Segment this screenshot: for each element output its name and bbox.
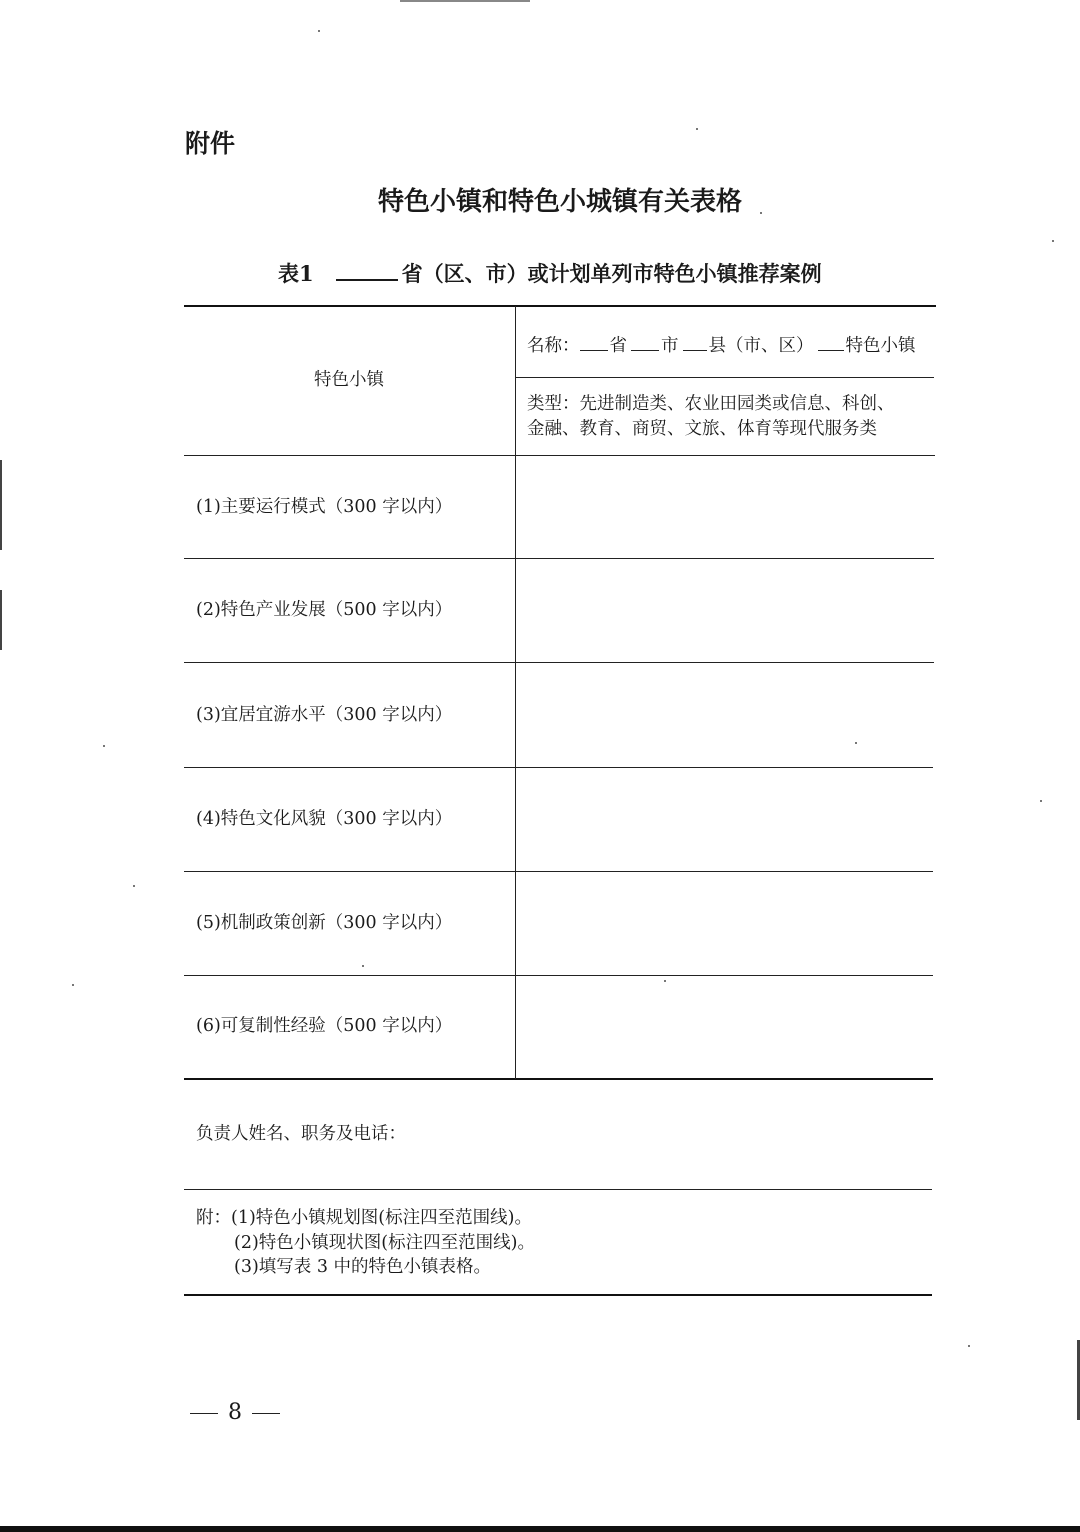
row-value-cultural-style[interactable] xyxy=(528,811,923,831)
row-label-livability: (3)宜居宜游水平（300 字以内） xyxy=(196,705,453,725)
scan-speck xyxy=(696,128,698,130)
row-value-replicable-experience[interactable] xyxy=(528,1018,923,1038)
page-title: 特色小镇和特色小城镇有关表格 xyxy=(377,187,742,217)
row-label-replicable-experience: (6)可复制性经验（500 字以内） xyxy=(196,1016,453,1036)
province-blank xyxy=(336,261,398,281)
attachment-item: 附：(1)特色小镇规划图(标注四至范围线)。 xyxy=(196,1208,532,1228)
scan-speck xyxy=(133,885,135,887)
header-name-row: 名称： 省 市 县（市、区） 特色小镇 xyxy=(527,336,916,356)
scan-speck xyxy=(1040,800,1042,802)
scan-speck xyxy=(1052,240,1054,242)
table-top-border xyxy=(184,305,936,307)
row-label-cultural-style: (4)特色文化风貌（300 字以内） xyxy=(196,809,453,829)
scan-speck xyxy=(362,965,364,967)
page-number-dash-left xyxy=(190,1413,218,1414)
scan-speck xyxy=(318,30,320,32)
row-divider xyxy=(184,455,935,456)
page-number-dash-right xyxy=(252,1413,280,1414)
attachments-block xyxy=(196,1206,535,1280)
table-title-prefix: 表1 xyxy=(278,261,314,286)
row-divider xyxy=(184,975,933,976)
header-divider-right xyxy=(516,377,934,378)
row-value-operation-mode[interactable] xyxy=(528,499,923,519)
row-divider xyxy=(184,871,933,872)
contact-label: 负责人姓名、职务及电话： xyxy=(196,1124,406,1144)
row-divider xyxy=(184,767,933,768)
header-type-line1: 类型：先进制造类、农业田园类或信息、科创、 xyxy=(527,394,895,414)
row-divider xyxy=(184,662,934,663)
row-value-livability[interactable] xyxy=(528,707,923,727)
scan-speck xyxy=(968,1345,970,1347)
scan-edge-top xyxy=(400,0,530,2)
column-divider xyxy=(515,306,516,1079)
table-bottom-border xyxy=(184,1294,932,1296)
scan-speck xyxy=(103,745,105,747)
row-value-industry-development[interactable] xyxy=(528,602,923,622)
header-type-line2: 金融、教育、商贸、文旅、体育等现代服务类 xyxy=(527,419,877,439)
scan-speck xyxy=(855,742,857,744)
annex-label: 附件 xyxy=(185,129,236,158)
scan-speck xyxy=(72,984,74,986)
page-number: 8 xyxy=(180,1400,290,1425)
table-title xyxy=(278,258,822,288)
row-label-policy-innovation: (5)机制政策创新（300 字以内） xyxy=(196,913,453,933)
blank-town xyxy=(818,335,844,351)
row-label-operation-mode: (1)主要运行模式（300 字以内） xyxy=(196,497,453,517)
attachment-item: (2)特色小镇现状图(标注四至范围线)。 xyxy=(234,1232,535,1253)
attachments-prefix: 附： xyxy=(196,1208,231,1228)
row-value-policy-innovation[interactable] xyxy=(528,915,923,935)
scan-edge-bottom xyxy=(0,1526,1080,1532)
scan-edge-left-2 xyxy=(0,590,2,650)
row-label-industry-development: (2)特色产业发展（500 字以内） xyxy=(196,600,453,620)
table-title-suffix: 省（区、市）或计划单列市特色小镇推荐案例 xyxy=(401,261,822,286)
header-left-label: 特色小镇 xyxy=(314,370,384,390)
blank-city xyxy=(631,335,659,351)
scan-edge-left xyxy=(0,460,2,550)
attachment-item: (3)填写表 3 中的特色小镇表格。 xyxy=(234,1257,492,1277)
scan-speck xyxy=(664,980,666,982)
contact-bottom-border xyxy=(184,1189,932,1190)
blank-province xyxy=(580,335,608,351)
row-divider xyxy=(184,558,934,559)
table-rows-bottom-border xyxy=(184,1078,933,1080)
blank-county xyxy=(683,335,707,351)
